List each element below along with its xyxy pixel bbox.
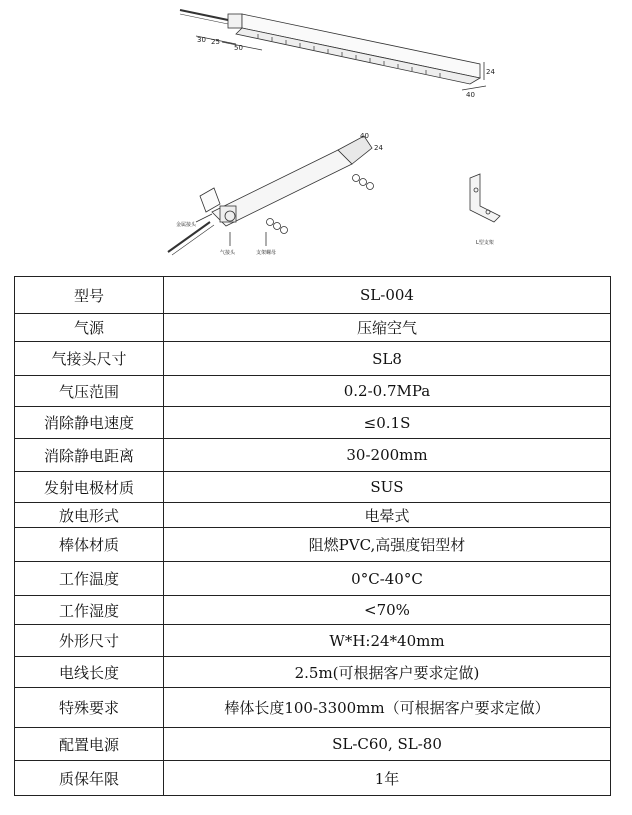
dim-50: 50 (234, 44, 243, 52)
row-label: 工作温度 (15, 562, 164, 596)
table-row (15, 728, 611, 761)
callout-mount-nut: 支架螺母 (256, 250, 277, 256)
product-drawing (0, 0, 632, 270)
callout-l-bracket: L型支架 (476, 240, 494, 246)
row-label: 外形尺寸 (15, 625, 164, 657)
row-value: 0°C-40°C (164, 562, 611, 596)
table-row (15, 503, 611, 528)
row-value: SL-C60, SL-80 (164, 728, 611, 761)
spec-table (14, 276, 611, 796)
row-value: 30-200mm (164, 439, 611, 472)
table-row (15, 657, 611, 688)
callout-bracket-pin: 金属接头 (176, 222, 197, 228)
table-row (15, 562, 611, 596)
row-label: 电线长度 (15, 657, 164, 688)
table-row (15, 376, 611, 407)
row-label: 消除静电速度 (15, 407, 164, 439)
row-value: W*H:24*40mm (164, 625, 611, 657)
table-row (15, 439, 611, 472)
table-row (15, 407, 611, 439)
table-row (15, 528, 611, 562)
row-value: 棒体长度100-3300mm（可根据客户要求定做） (164, 688, 611, 728)
row-label: 发射电极材质 (15, 472, 164, 503)
row-value: <70% (164, 596, 611, 625)
dim-40: 40 (466, 91, 475, 99)
row-value: SUS (164, 472, 611, 503)
row-label: 气源 (15, 314, 164, 342)
row-value: 0.2-0.7MPa (164, 376, 611, 407)
table-row (15, 277, 611, 314)
row-value: 阻燃PVC,高强度铝型材 (164, 528, 611, 562)
row-label: 气接头尺寸 (15, 342, 164, 376)
table-row (15, 596, 611, 625)
row-label: 型号 (15, 277, 164, 314)
row-value: 1年 (164, 761, 611, 796)
row-value: 2.5m(可根据客户要求定做) (164, 657, 611, 688)
table-row (15, 688, 611, 728)
row-value: SL8 (164, 342, 611, 376)
table-row (15, 625, 611, 657)
table-row (15, 472, 611, 503)
ion-bar-exploded-view (168, 136, 374, 255)
table-row (15, 761, 611, 796)
row-label: 配置电源 (15, 728, 164, 761)
table-row (15, 342, 611, 376)
dim-24-exploded: 24 (374, 144, 383, 152)
dim-40-exploded: 40 (360, 132, 369, 140)
dim-30: 30 (197, 36, 206, 44)
row-value: SL-004 (164, 277, 611, 314)
l-bracket-drawing (470, 174, 500, 222)
dim-24: 24 (486, 68, 495, 76)
row-label: 特殊要求 (15, 688, 164, 728)
row-label: 质保年限 (15, 761, 164, 796)
row-label: 放电形式 (15, 503, 164, 528)
table-row (15, 314, 611, 342)
row-label: 消除静电距离 (15, 439, 164, 472)
ion-bar-top-view (180, 10, 486, 90)
row-value: 电晕式 (164, 503, 611, 528)
callout-air-connector: 气接头 (220, 250, 236, 256)
dim-25: 25 (211, 38, 220, 46)
row-label: 工作湿度 (15, 596, 164, 625)
row-label: 气压范围 (15, 376, 164, 407)
row-value: 压缩空气 (164, 314, 611, 342)
row-value: ≤0.1S (164, 407, 611, 439)
row-label: 棒体材质 (15, 528, 164, 562)
